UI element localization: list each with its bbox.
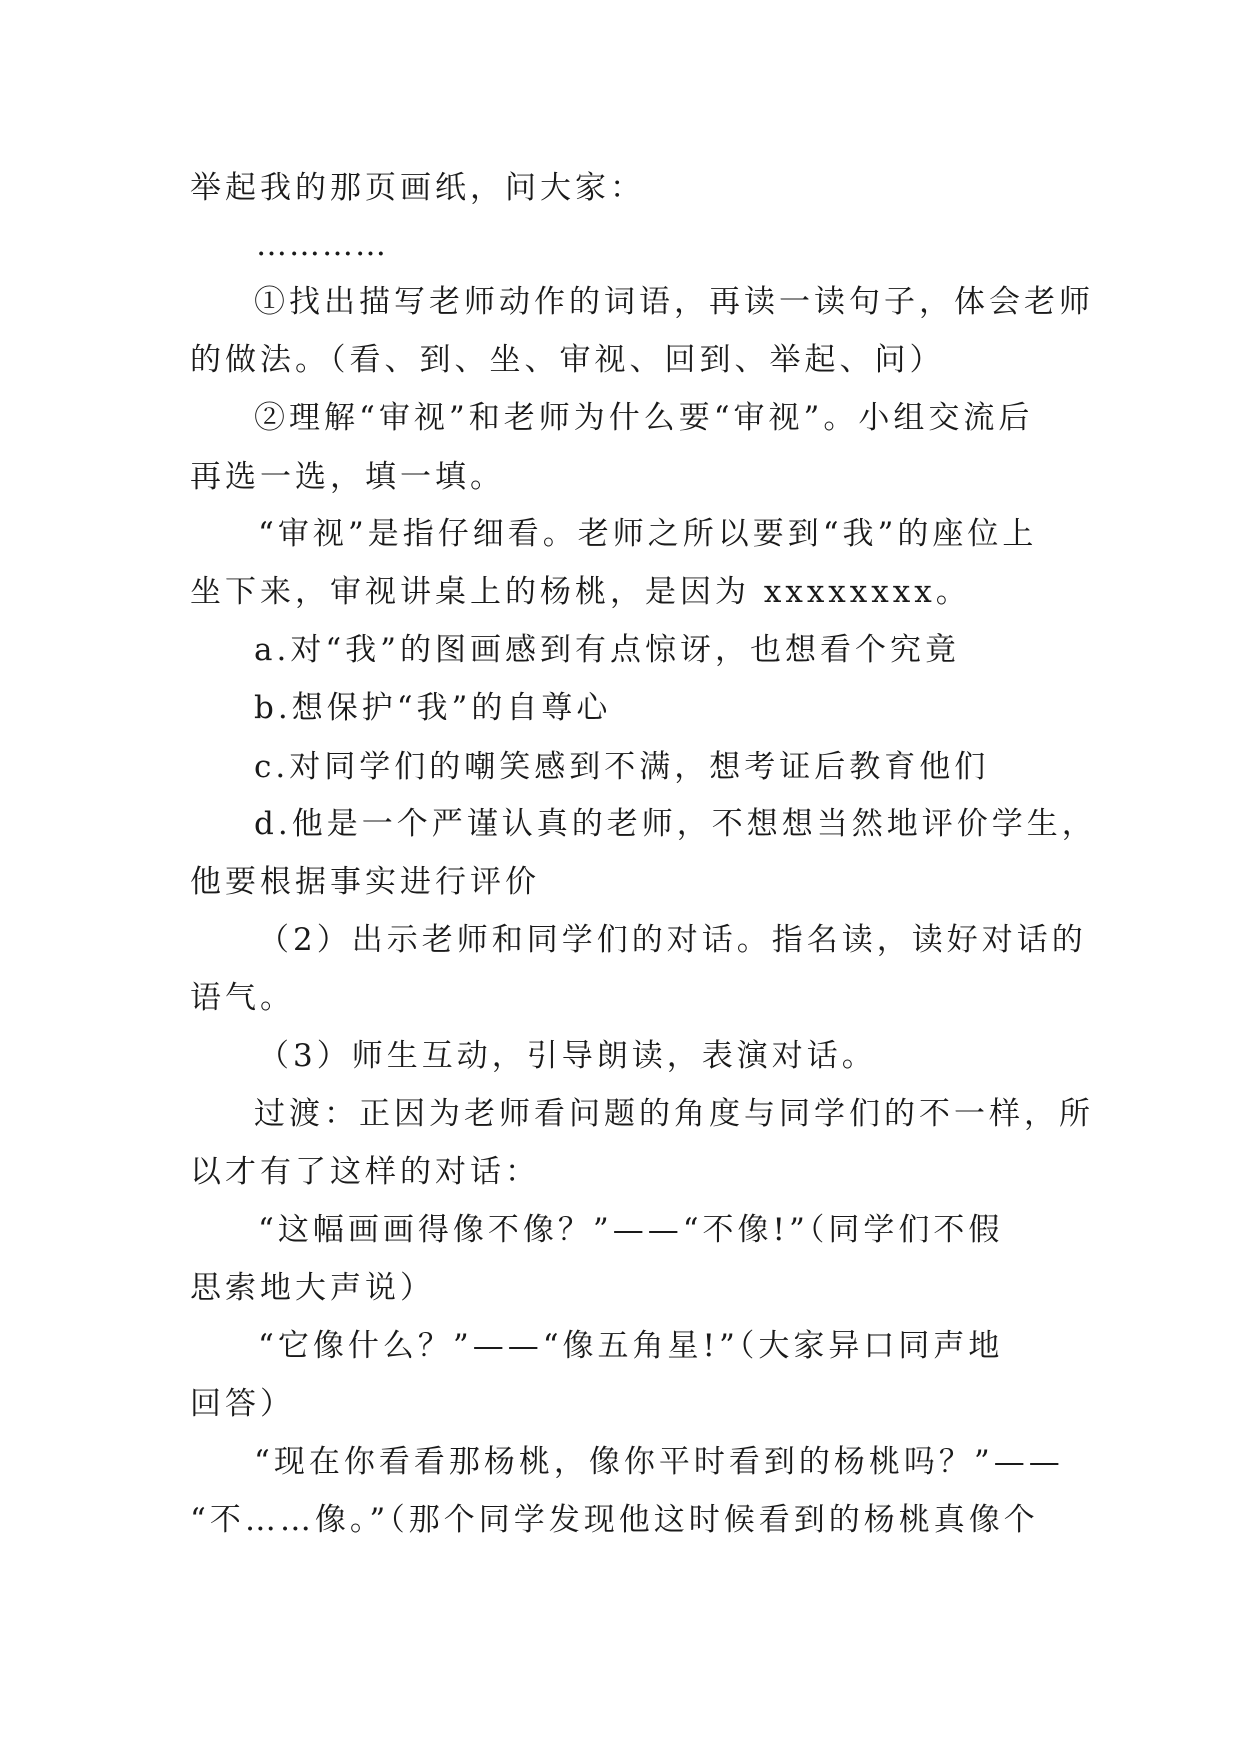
text-line: （3）师生互动，引导朗读，表演对话。 [258,1038,877,1074]
text-line: （2）出示老师和同学们的对话。指名读，读好对话的 [258,922,1087,958]
text-line: 的做法。（看、到、坐、审视、回到、举起、问） [190,342,945,378]
text-line: ②理解“审视”和老师为什么要“审视”。小组交流后 [254,400,1034,436]
text-line: 再选一选，填一填。 [190,459,505,495]
text-line: 过渡：正因为老师看问题的角度与同学们的不一样，所 [254,1096,1094,1132]
text-line: 坐下来，审视讲桌上的杨桃，是因为 xxxxxxxx。 [190,574,971,610]
dialogue-line: “它像什么？”——“像五角星!”（大家异口同声地 [258,1328,1004,1364]
dialogue-line: “这幅画画得像不像？”——“不像!”（同学们不假 [258,1212,1004,1248]
dialogue-line: 思索地大声说） [190,1270,435,1306]
text-line: ①找出描写老师动作的词语，再读一读句子，体会老师 [254,284,1094,320]
text-line: 他要根据事实进行评价 [190,864,540,900]
text-line: “审视”是指仔细看。老师之所以要到“我”的座位上 [258,516,1038,552]
ellipsis-line: ………… [256,227,388,263]
option-c: c.对同学们的嘲笑感到不满，想考证后教育他们 [254,749,990,785]
text-line: 语气。 [190,980,295,1016]
text-line: 以才有了这样的对话： [190,1154,540,1190]
option-a: a.对“我”的图画感到有点惊讶，也想看个究竟 [254,632,961,668]
dialogue-line: “不……像。”（那个同学发现他这时候看到的杨桃真像个 [190,1502,1039,1538]
text-line: 举起我的那页画纸，问大家： [190,170,645,206]
option-b: b.想保护“我”的自尊心 [254,690,612,726]
dialogue-line: 回答） [190,1386,295,1422]
option-d: d.他是一个严谨认真的老师，不想想当然地评价学生， [254,806,1097,842]
dialogue-line: “现在你看看那杨桃，像你平时看到的杨桃吗？”—— [254,1444,1064,1480]
